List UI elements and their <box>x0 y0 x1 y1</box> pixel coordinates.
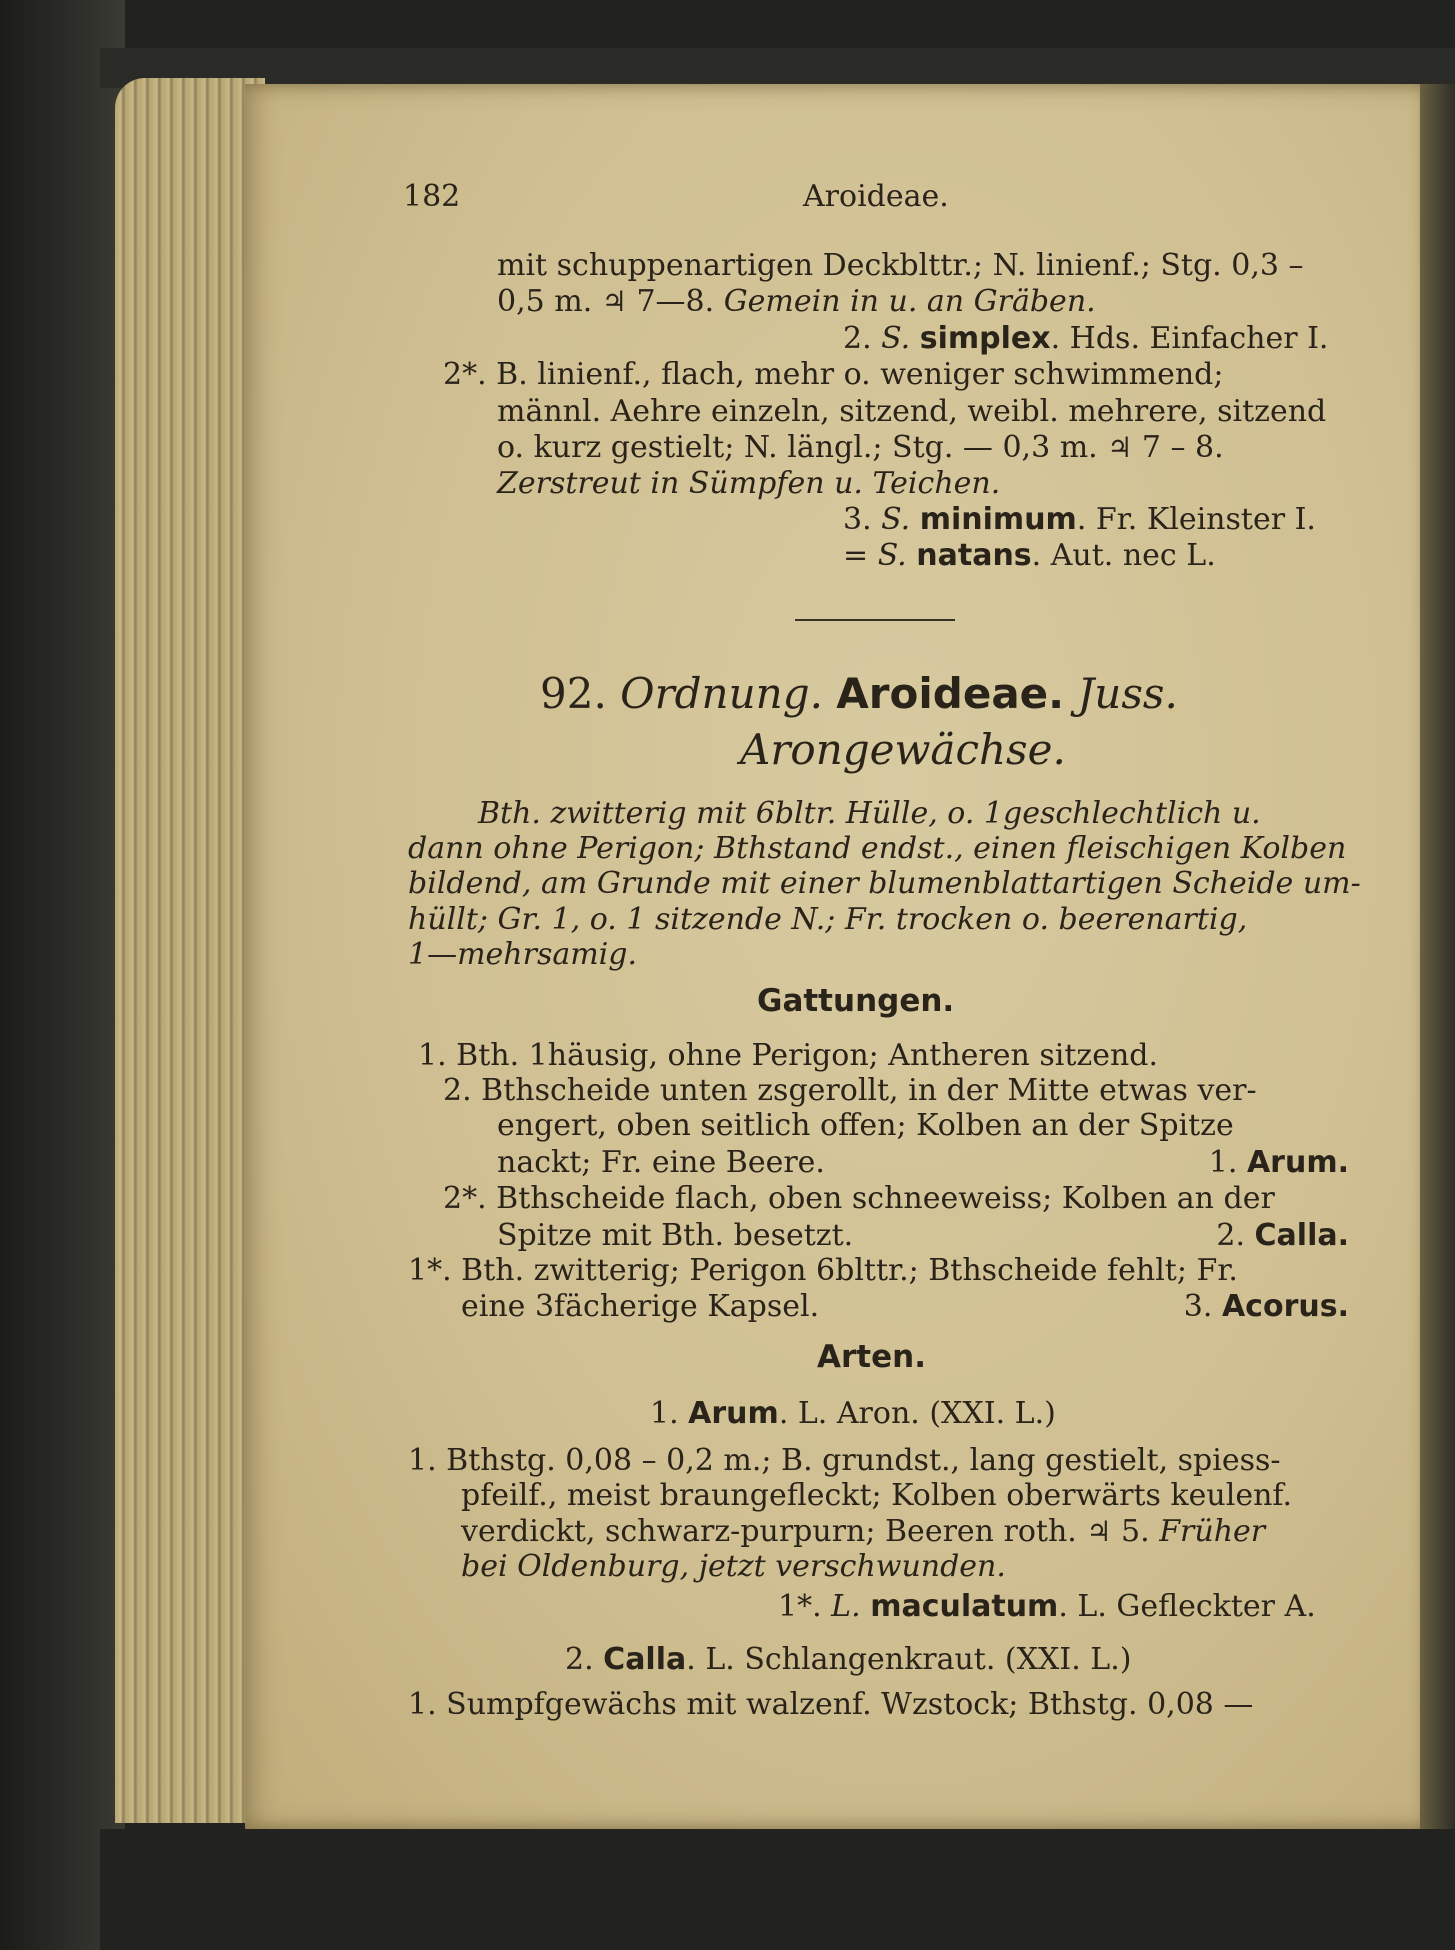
gattungen-heading: Gattungen. <box>757 983 955 1019</box>
description-line: dann ohne Perigon; Bthstand endst., einen fleischigen Kolben <box>408 831 1347 866</box>
description-line: 1—mehrsamig. <box>408 937 638 972</box>
genus-entry: 2. Calla. L. Schlangenkraut. (XXI. L.) <box>565 1642 1132 1677</box>
description-line: hüllt; Gr. 1, o. 1 sitzende N.; Fr. trocken o. beerenartig, <box>408 902 1248 937</box>
perennial-symbol: ♃ <box>1107 431 1133 464</box>
key-line: Spitze mit Bth. besetzt. 2. Calla. <box>497 1218 1349 1253</box>
key-line: 1. Sumpfgewächs mit walzenf. Wzstock; Bthstg. 0,08 — <box>408 1687 1254 1722</box>
description-line: Bth. zwitterig mit 6bltr. Hülle, o. 1geschlechtlich u. <box>478 796 1261 831</box>
running-title: Aroideae. <box>803 179 949 214</box>
key-line: 2*. Bthscheide flach, oben schneeweiss; Kolben an der <box>443 1181 1275 1216</box>
text-line: Zerstreut in Sümpfen u. Teichen. <box>497 466 1001 501</box>
species-entry: 3. S. minimum. Fr. Kleinster I. <box>843 502 1316 537</box>
page-edges <box>115 78 265 1823</box>
order-heading: 92. Ordnung. Aroideae. Juss. <box>540 669 1178 718</box>
genus-entry: 1. Arum. L. Aron. (XXI. L.) <box>650 1396 1056 1431</box>
key-line: 1*. Bth. zwitterig; Perigon 6blttr.; Bthscheide fehlt; Fr. <box>408 1253 1238 1288</box>
book-spine <box>0 0 125 1950</box>
genus-name: Arum. <box>1246 1145 1349 1180</box>
book-gutter-right <box>1420 84 1455 1829</box>
key-line: eine 3fächerige Kapsel. 3. Acorus. <box>461 1289 1349 1324</box>
text-line: o. kurz gestielt; N. längl.; Stg. — 0,3 m. ♃ 7 – 8. <box>497 430 1224 465</box>
order-common-name: Arongewächse. <box>740 725 1066 774</box>
perennial-symbol: ♃ <box>1086 1515 1112 1548</box>
section-divider <box>795 619 955 621</box>
key-line: bei Oldenburg, jetzt verschwunden. <box>461 1549 1006 1584</box>
key-line: 2. Bthscheide unten zsgerollt, in der Mitte etwas ver- <box>443 1073 1257 1108</box>
text-line: mit schuppenartigen Deckblttr.; N. linienf.; Stg. 0,3 – <box>497 248 1304 283</box>
synonym-entry: = S. natans. Aut. nec L. <box>843 538 1216 573</box>
key-line: 1. Bthstg. 0,08 – 0,2 m.; B. grundst., lang gestielt, spiess- <box>408 1443 1281 1478</box>
key-line: pfeilf., meist braungefleckt; Kolben oberwärts keulenf. <box>461 1478 1292 1513</box>
book-cover-bottom <box>100 1829 1455 1950</box>
text-line: 2*. B. linienf., flach, mehr o. weniger schwimmend; <box>443 357 1224 392</box>
key-line: nackt; Fr. eine Beere. 1. Arum. <box>497 1145 1349 1180</box>
description-line: bildend, am Grunde mit einer blumenblattartigen Scheide um- <box>408 866 1361 901</box>
page-number: 182 <box>403 179 461 214</box>
perennial-symbol: ♃ <box>601 285 627 318</box>
species-entry: 1*. L. maculatum. L. Gefleckter A. <box>778 1589 1316 1624</box>
text-line: männl. Aehre einzeln, sitzend, weibl. mehrere, sitzend <box>497 394 1327 429</box>
arten-heading: Arten. <box>817 1339 926 1375</box>
key-line: engert, oben seitlich offen; Kolben an der Spitze <box>497 1108 1234 1143</box>
key-line: verdickt, schwarz-purpurn; Beeren roth. ♃ 5. Früher <box>461 1514 1266 1549</box>
species-entry: 2. S. simplex. Hds. Einfacher I. <box>843 321 1329 356</box>
genus-name: Acorus. <box>1221 1289 1349 1324</box>
text-line: 0,5 m. ♃ 7—8. Gemein in u. an Gräben. <box>497 284 1096 319</box>
genus-name: Calla. <box>1254 1218 1349 1253</box>
book-cover-top <box>100 48 1455 88</box>
key-line: 1. Bth. 1häusig, ohne Perigon; Antheren sitzend. <box>418 1038 1159 1073</box>
